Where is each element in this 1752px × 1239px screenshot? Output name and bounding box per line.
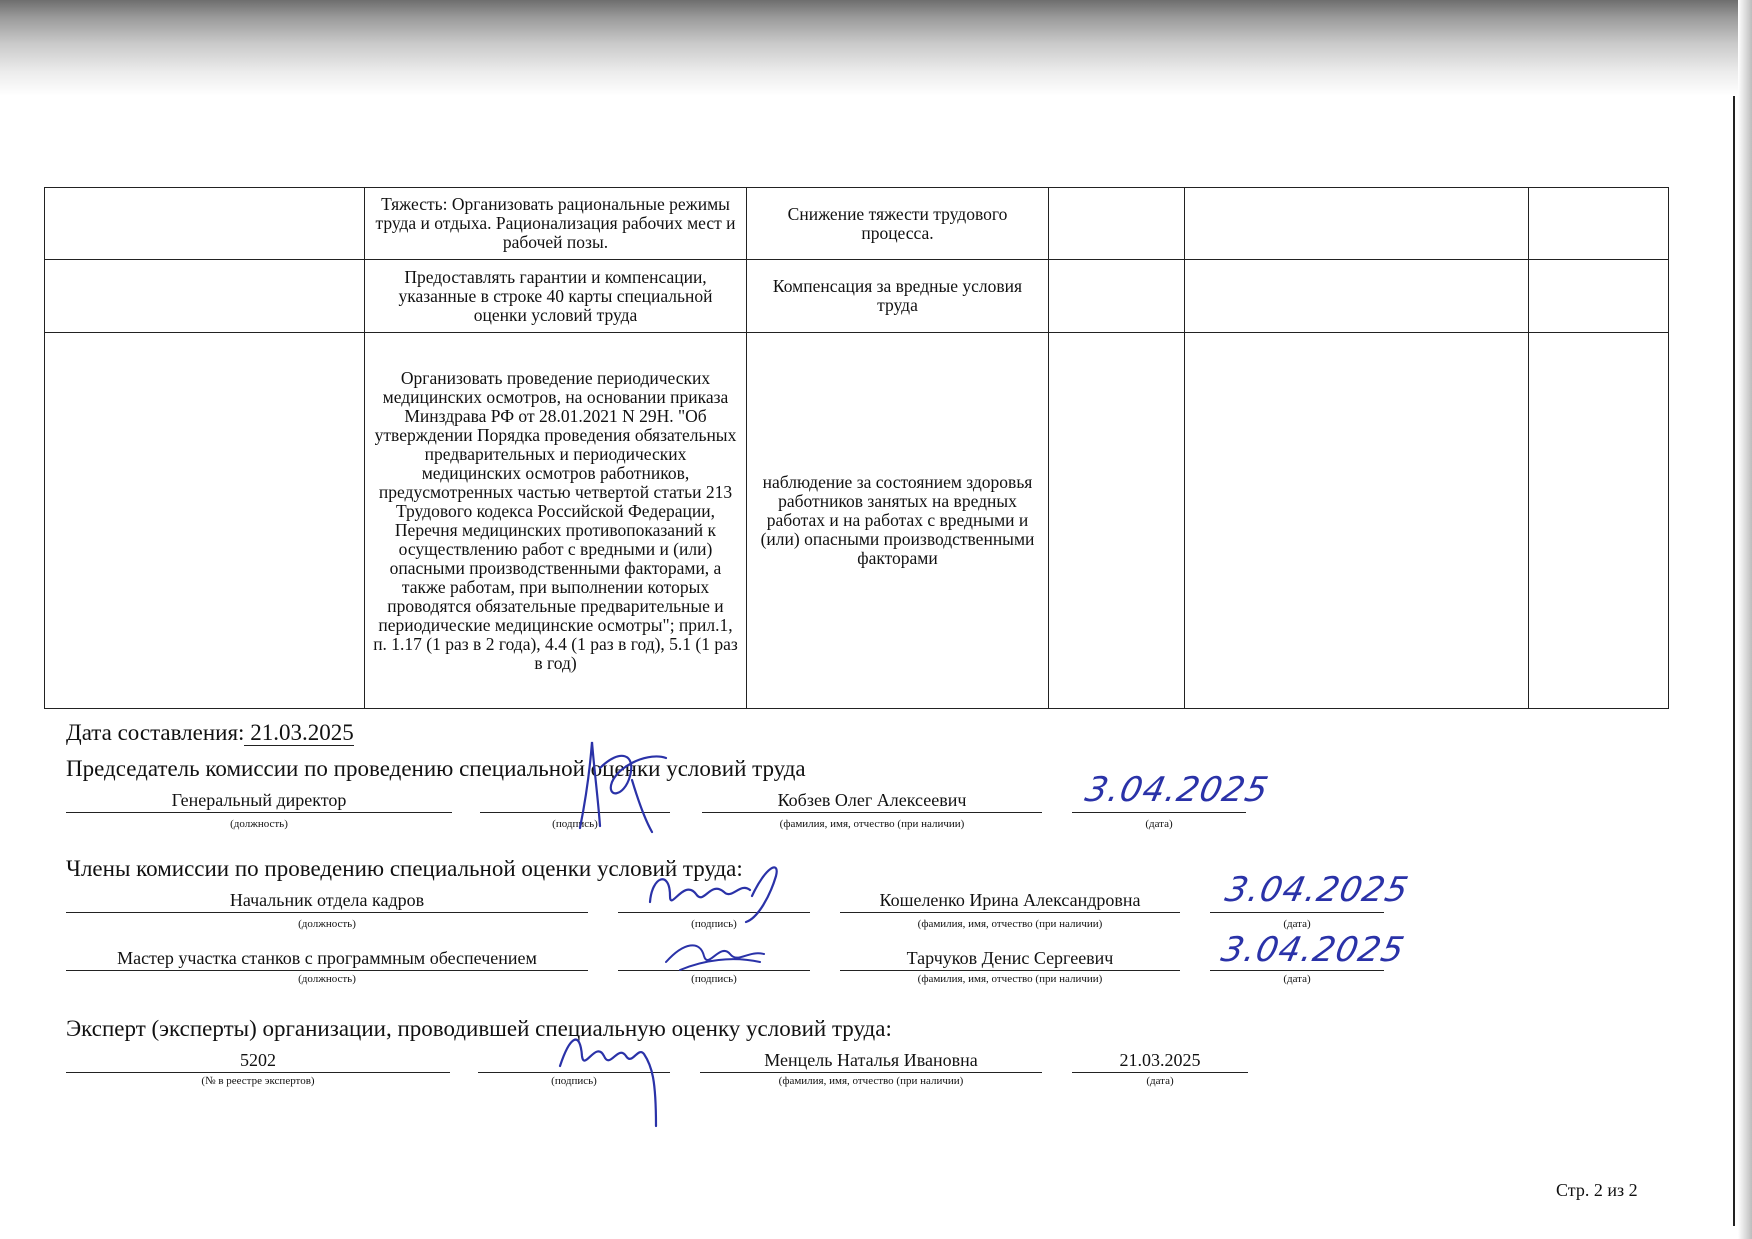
member-2-signature — [660, 932, 770, 978]
date-compiled-value: 21.03.2025 — [244, 720, 354, 745]
caption-fio: (фамилия, имя, отчество (при наличии) — [917, 918, 1103, 930]
caption-date: (дата) — [1283, 973, 1311, 985]
caption-registry: (№ в реестре экспертов) — [201, 1075, 315, 1087]
scan-shadow-right — [1738, 0, 1752, 1239]
expert-date: 21.03.2025 — [1072, 1048, 1248, 1073]
chairman-signature — [540, 728, 680, 840]
expert-name: Менцель Наталья Ивановна — [700, 1048, 1042, 1073]
member-2-position: Мастер участка станков с программным обеспечением — [66, 946, 588, 971]
empty-cell — [45, 188, 365, 260]
caption-signature: (подпись) — [691, 918, 737, 930]
member-1-name: Кошеленко Ирина Александровна — [840, 888, 1180, 913]
caption-position: (должность) — [298, 918, 356, 930]
empty-cell — [1049, 260, 1185, 333]
caption-signature: (подпись) — [691, 973, 737, 985]
goal-cell: наблюдение за состоянием здоровья работников занятых на вредных работах и на работах с вредными и (или) опасными производственными факторами — [747, 333, 1049, 709]
measures-table — [44, 187, 1669, 709]
caption-date: (дата) — [1283, 918, 1311, 930]
caption-fio: (фамилия, имя, отчество (при наличии) — [779, 818, 965, 830]
empty-cell — [1049, 333, 1185, 709]
measure-cell: Тяжесть: Организовать рациональные режимы труда и отдыха. Рационализация рабочих мест и рабочей позы. — [365, 188, 747, 260]
measure-cell: Организовать проведение периодических медицинских осмотров, на основании приказа Минздрава РФ от 28.01.2021 N 29Н. "Об утверждении Порядка проведения обязательных предварительных и периодических медицинских осмотров работников, предусмотренных частью четвертой статьи 213 Трудового кодекса Российской Федерации, Перечня медицинских противопоказаний к осуществлению работ с вредными и (или) опасными производственными факторами, а также работам, при выполнении которых проводятся обязательные предварительные и периодические медицинские осмотры"; прил.1, п. 1.17 (1 раз в 2 года), 4.4 (1 раз в год), 5.1 (1 раз в год) — [365, 333, 747, 709]
empty-cell — [1185, 333, 1529, 709]
goal-cell: Снижение тяжести трудового процесса. — [747, 188, 1049, 260]
members-heading: Члены комиссии по проведению специальной оценки условий труда: — [66, 856, 743, 881]
date-compiled — [66, 720, 354, 746]
date-compiled-label: Дата составления: — [66, 720, 245, 745]
measure-cell: Предоставлять гарантии и компенсации, указанные в строке 40 карты специальной оценки условий труда — [365, 260, 747, 333]
empty-cell — [1529, 260, 1669, 333]
chairman-name: Кобзев Олег Алексеевич — [702, 788, 1042, 813]
caption-position: (должность) — [230, 818, 288, 830]
expert-signature — [540, 1016, 680, 1132]
chairman-position: Генеральный директор — [66, 788, 452, 813]
caption-fio: (фамилия, имя, отчество (при наличии) — [778, 1075, 964, 1087]
caption-position: (должность) — [298, 973, 356, 985]
member-1-signature — [640, 856, 800, 926]
caption-fio: (фамилия, имя, отчество (при наличии) — [917, 973, 1103, 985]
table-row — [45, 333, 1669, 709]
caption-signature: (подпись) — [551, 1075, 597, 1087]
table-row — [45, 188, 1669, 260]
empty-cell — [1185, 260, 1529, 333]
empty-cell — [45, 260, 365, 333]
member-1-date-handwritten: 3.04.2025 — [1221, 870, 1413, 910]
goal-cell: Компенсация за вредные условия труда — [747, 260, 1049, 333]
caption-signature: (подпись) — [552, 818, 598, 830]
member-2-date-handwritten: 3.04.2025 — [1217, 930, 1409, 970]
member-2-name: Тарчуков Денис Сергеевич — [840, 946, 1180, 971]
table-row — [45, 260, 1669, 333]
expert-heading: Эксперт (эксперты) организации, проводившей специальную оценку условий труда: — [66, 1016, 892, 1041]
empty-cell — [1529, 333, 1669, 709]
caption-date: (дата) — [1146, 1075, 1174, 1087]
page-edge-line — [1733, 96, 1735, 1226]
empty-cell — [1049, 188, 1185, 260]
expert-registry-number: 5202 — [66, 1048, 450, 1073]
chairman-date-handwritten: 3.04.2025 — [1081, 770, 1273, 810]
empty-cell — [45, 333, 365, 709]
empty-cell — [1529, 188, 1669, 260]
caption-date: (дата) — [1145, 818, 1173, 830]
chairman-heading: Председатель комиссии по проведению специальной оценки условий труда — [66, 756, 806, 781]
page-number: Стр. 2 из 2 — [1556, 1180, 1638, 1200]
empty-cell — [1185, 188, 1529, 260]
member-1-position: Начальник отдела кадров — [66, 888, 588, 913]
scan-shadow — [0, 0, 1752, 96]
